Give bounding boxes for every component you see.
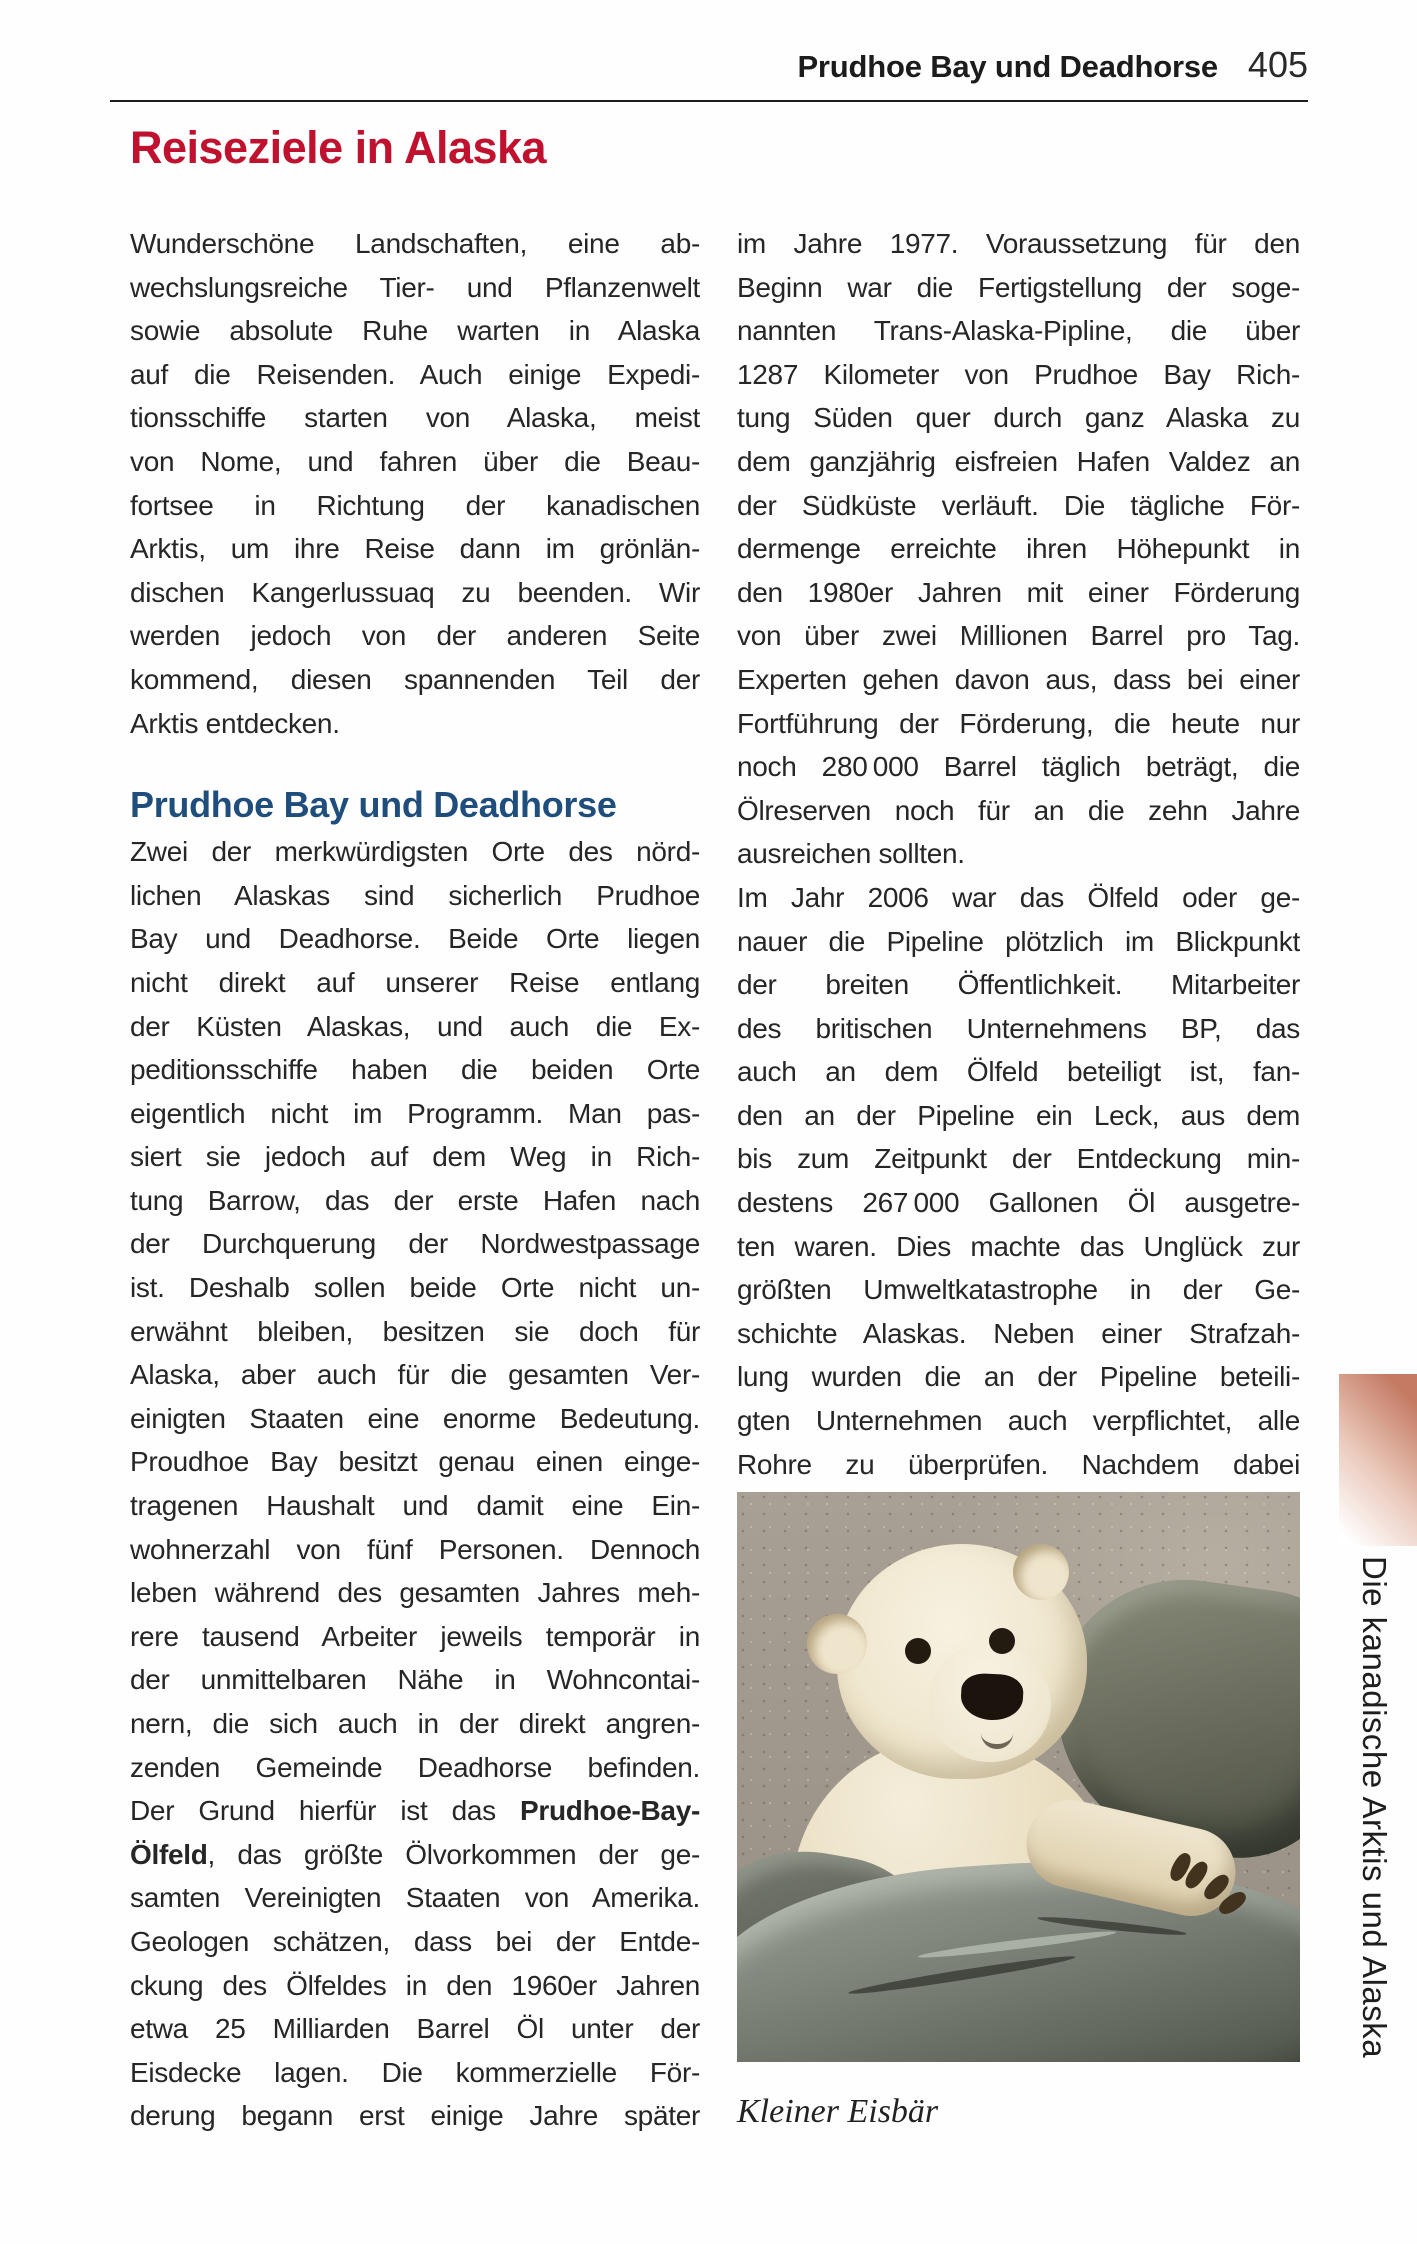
text-line: der breiten Öffentlichkeit. Mitarbeiter: [737, 969, 1300, 1001]
text-column-left: [130, 222, 700, 2138]
page-title: Reiseziele in Alaska: [130, 122, 547, 173]
text-line: den an der Pipeline ein Leck, aus dem: [737, 1099, 1300, 1131]
text-line: Proudhoe Bay besitzt genau einen einge-: [130, 1446, 700, 1478]
text-line: im Jahre 1977. Voraussetzung für den: [737, 228, 1300, 259]
paragraph: [130, 830, 700, 2138]
text-line: destens 267 000 Gallonen Öl ausgetre-: [737, 1187, 1300, 1219]
text-line: Der Grund hierfür ist das Prudhoe-Bay-: [130, 1795, 700, 1827]
text-line: nannten Trans-Alaska-Pipline, die über: [737, 315, 1300, 347]
column-subheading: Prudhoe Bay und Deadhorse: [130, 784, 617, 826]
text-line: Alaska, aber auch für die gesamten Ver-: [130, 1359, 700, 1391]
text-line: einigten Staaten eine enorme Bedeutung.: [130, 1402, 700, 1434]
text-line: wohnerzahl von fünf Personen. Dennoch: [130, 1533, 700, 1565]
text-line: siert sie jedoch auf dem Weg in Rich-: [130, 1141, 700, 1173]
text-line: wechslungsreiche Tier- und Pflanzenwelt: [130, 271, 700, 303]
text-line: tung Barrow, das der erste Hafen nach: [130, 1184, 700, 1216]
polar-bear-photo: [737, 1492, 1300, 2062]
paragraph: [130, 222, 700, 745]
text-line: Bay und Deadhorse. Beide Orte liegen: [130, 923, 700, 955]
text-line: noch 280 000 Barrel täglich beträgt, die: [737, 751, 1300, 783]
text-line: derung begann erst einige Jahre später: [130, 2100, 700, 2132]
chapter-sidebar-label: Die kanadische Arktis und Alaska: [1356, 1556, 1393, 2059]
text-line: Experten gehen davon aus, dass bei einer: [737, 663, 1300, 695]
bear-eye-right-shape: [989, 1628, 1015, 1654]
text-line: Ölfeld, das größte Ölvorkommen der ge-: [130, 1838, 700, 1870]
text-line: Zwei der merkwürdigsten Orte des nörd-: [130, 836, 700, 868]
text-line: dischen Kangerlussuaq zu beenden. Wir: [130, 576, 700, 608]
text-line: tragenen Haushalt und damit eine Ein-: [130, 1490, 700, 1522]
text-line: fortsee in Richtung der kanadischen: [130, 489, 700, 521]
text-line: Rohre zu überprüfen. Nachdem dabei: [737, 1448, 1300, 1480]
text-line: nauer die Pipeline plötzlich im Blickpunkt: [737, 925, 1300, 957]
text-line: sowie absolute Ruhe warten in Alaska: [130, 315, 700, 347]
text-line: rere tausend Arbeiter jeweils temporär in: [130, 1620, 700, 1652]
text-line: dem ganzjährig eisfreien Hafen Valdez an: [737, 445, 1300, 477]
text-line: nern, die sich auch in der direkt angren-: [130, 1708, 700, 1739]
running-header: [110, 44, 1308, 86]
text-line: des britischen Unternehmens BP, das: [737, 1012, 1300, 1044]
text-line: Im Jahr 2006 war das Ölfeld oder ge-: [737, 881, 1300, 913]
text-line: Fortführung der Förderung, die heute nur: [737, 707, 1300, 739]
text-line: tung Süden quer durch ganz Alaska zu: [737, 402, 1300, 434]
text-line: peditionsschiffe haben die beiden Orte: [130, 1054, 700, 1086]
text-line: der unmittelbaren Nähe in Wohncontai-: [130, 1664, 700, 1696]
bear-ear-left-shape: [807, 1614, 867, 1674]
text-line: dermenge erreichte ihren Höhepunkt in: [737, 533, 1300, 565]
text-line: werden jedoch von der anderen Seite: [130, 620, 700, 652]
text-line: schichte Alaskas. Neben einer Strafzah-: [737, 1317, 1300, 1349]
bear-ear-right-shape: [1013, 1544, 1069, 1600]
text-line: der Durchquerung der Nordwestpassage: [130, 1228, 700, 1260]
text-line: bis zum Zeitpunkt der Entdeckung min-: [737, 1143, 1300, 1175]
running-header-title: Prudhoe Bay und Deadhorse: [797, 49, 1218, 84]
text-line: nicht direkt auf unserer Reise entlang: [130, 966, 700, 998]
text-line: Ölreserven noch für an die zehn Jahre: [737, 794, 1300, 826]
text-line: ausreichen sollten.: [737, 838, 965, 870]
text-line: der Küsten Alaskas, und auch die Ex-: [130, 1010, 700, 1042]
text-column-right: [737, 222, 1300, 1486]
text-line: erwähnt bleiben, besitzen sie doch für: [130, 1315, 700, 1347]
text-line: eigentlich nicht im Programm. Man pas-: [130, 1097, 700, 1129]
text-line: 1287 Kilometer von Prudhoe Bay Rich-: [737, 358, 1300, 390]
text-line: Arktis entdecken.: [130, 707, 340, 739]
text-line: von über zwei Millionen Barrel pro Tag.: [737, 620, 1300, 652]
text-line: Geologen schätzen, dass bei der Entde-: [130, 1925, 700, 1957]
text-line: der Südküste verläuft. Die tägliche För-: [737, 489, 1300, 521]
bear-eye-left-shape: [905, 1638, 931, 1664]
text-line: Wunderschöne Landschaften, eine ab-: [130, 228, 700, 259]
text-line: Eisdecke lagen. Die kommerzielle För-: [130, 2056, 700, 2088]
text-line: ckung des Ölfeldes in den 1960er Jahren: [130, 1969, 700, 2001]
text-line: Beginn war die Fertigstellung der soge-: [737, 271, 1300, 303]
figure-caption: Kleiner Eisbär: [737, 2093, 939, 2130]
text-line: größten Umweltkatastrophe in der Ge-: [737, 1274, 1300, 1306]
bear-mouth-shape: [981, 1718, 1013, 1749]
text-line: samten Vereinigten Staaten von Amerika.: [130, 1882, 700, 1914]
text-line: tionsschiffe starten von Alaska, meist: [130, 402, 700, 434]
text-line: den 1980er Jahren mit einer Förderung: [737, 576, 1300, 608]
text-line: von Nome, und fahren über die Beau-: [130, 445, 700, 477]
text-line: ist. Deshalb sollen beide Orte nicht un-: [130, 1272, 700, 1304]
text-line: kommend, diesen spannenden Teil der: [130, 663, 700, 695]
text-line: auch an dem Ölfeld beteiligt ist, fan-: [737, 1056, 1300, 1088]
paragraph: [737, 876, 1300, 1486]
header-rule: [110, 100, 1308, 102]
page-number: 405: [1247, 44, 1308, 85]
text-line: ten waren. Dies machte das Unglück zur: [737, 1230, 1300, 1262]
text-line: lung wurden die an der Pipeline beteili-: [737, 1361, 1300, 1393]
text-line: Arktis, um ihre Reise dann im grönlän-: [130, 533, 700, 565]
text-line: gten Unternehmen auch verpflichtet, alle: [737, 1405, 1300, 1437]
text-line: auf die Reisenden. Auch einige Expedi-: [130, 358, 700, 390]
paragraph: [737, 222, 1300, 876]
text-line: lichen Alaskas sind sicherlich Prudhoe: [130, 879, 700, 911]
text-line: leben während des gesamten Jahres meh-: [130, 1577, 700, 1609]
text-line: etwa 25 Milliarden Barrel Öl unter der: [130, 2013, 700, 2045]
text-line: zenden Gemeinde Deadhorse befinden.: [130, 1751, 700, 1783]
chapter-color-tab: [1339, 1374, 1417, 1546]
